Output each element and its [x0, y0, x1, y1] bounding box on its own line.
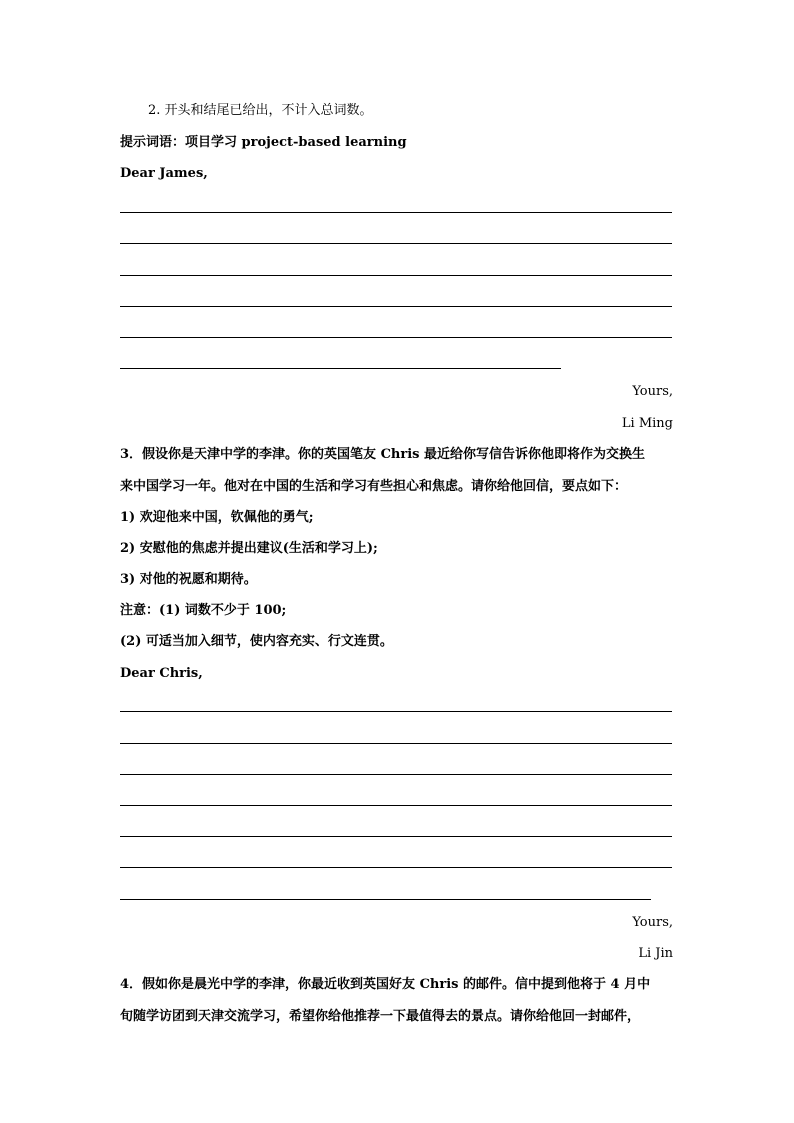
- signature-li-jin: Li Jin: [638, 946, 673, 961]
- salutation-chris: Dear Chris,: [120, 666, 203, 681]
- writing-line: [120, 867, 672, 868]
- writing-line: [120, 805, 672, 806]
- instruction-note-2: 2. 开头和结尾已给出，不计入总词数。: [148, 103, 373, 118]
- signature-li-ming: Li Ming: [621, 416, 673, 431]
- task-3-point-3: 3) 对他的祝愿和期待。: [120, 572, 257, 587]
- writing-line: [120, 243, 672, 244]
- task-3-point-1: 1) 欢迎他来中国，钦佩他的勇气;: [120, 510, 314, 525]
- writing-line: [120, 743, 672, 744]
- task-3-prompt-line1: 3．假设你是天津中学的李津。你的英国笔友 Chris 最近给你写信告诉你他即将作为交换生: [120, 447, 646, 462]
- task-3-note-1: 注意：(1) 词数不少于 100;: [120, 603, 287, 618]
- task-4-prompt-line1: 4．假如你是晨光中学的李津，你最近收到英国好友 Chris 的邮件。信中提到他将于 4 月中: [120, 977, 651, 992]
- task-4-prompt-line2: 旬随学访团到天津交流学习，希望你给他推荐一下最值得去的景点。请你给他回一封邮件，: [120, 1009, 641, 1024]
- writing-line: [120, 212, 672, 213]
- writing-line: [120, 275, 672, 276]
- hint-words: 提示词语：项目学习 project-based learning: [120, 135, 407, 150]
- writing-line: [120, 368, 561, 369]
- writing-line: [120, 337, 672, 338]
- task-3-note-2: (2) 可适当加入细节，使内容充实、行文连贯。: [120, 634, 393, 649]
- writing-line: [120, 711, 672, 712]
- writing-line: [120, 836, 672, 837]
- task-3-prompt-line2: 来中国学习一年。他对在中国的生活和学习有些担心和焦虑。请你给他回信，要点如下：: [120, 479, 628, 494]
- task-3-point-2: 2) 安慰他的焦虑并提出建议(生活和学习上);: [120, 541, 378, 556]
- closing-yours: Yours,: [632, 915, 673, 930]
- writing-line: [120, 899, 651, 900]
- writing-line: [120, 306, 672, 307]
- salutation-james: Dear James,: [120, 166, 208, 181]
- writing-line: [120, 774, 672, 775]
- closing-yours: Yours,: [632, 384, 673, 399]
